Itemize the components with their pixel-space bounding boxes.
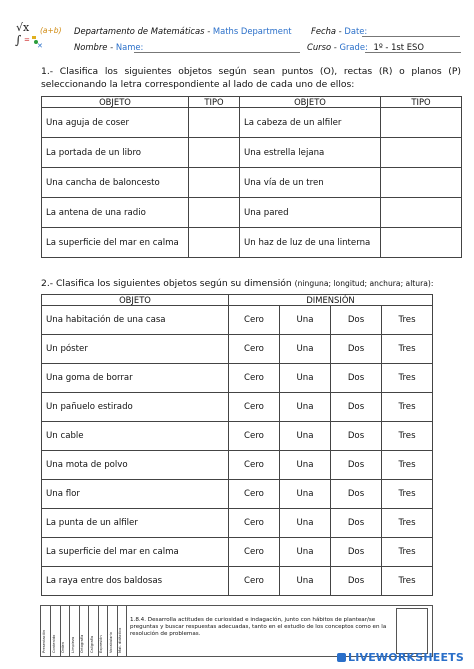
dimension-option-una[interactable]: Una: [280, 509, 331, 538]
dimension-option-tres[interactable]: Tres: [382, 364, 433, 393]
object-cell: La superficie del mar en calma: [42, 228, 189, 258]
dimension-option-tres[interactable]: Tres: [382, 393, 433, 422]
criteria-label: Ortografía: [80, 634, 84, 653]
table-row: [42, 335, 433, 364]
type-answer-cell[interactable]: [189, 138, 240, 168]
table-row: [42, 509, 433, 538]
type-answer-cell[interactable]: [189, 198, 240, 228]
criteria-label: Mat. didáctico: [118, 627, 122, 653]
dimension-option-tres[interactable]: Tres: [382, 567, 433, 596]
table-row: [42, 228, 462, 258]
object-cell: La punta de un alfiler: [42, 509, 229, 538]
criteria-label: Vocabulario: [108, 632, 113, 653]
col-header-tipo-2: TIPO: [381, 97, 462, 108]
date-line: Fecha - Date:: [311, 26, 368, 36]
dimension-option-tres[interactable]: Tres: [382, 306, 433, 335]
svg-text:√x: √x: [16, 21, 30, 34]
dimension-option-cero[interactable]: Cero: [229, 567, 280, 596]
table-row: [42, 198, 462, 228]
col-header-objeto-1: OBJETO: [42, 97, 189, 108]
col-header-objeto: OBJETO: [42, 295, 229, 306]
table-row: [42, 364, 433, 393]
department-label: Departamento de Matemáticas: [74, 26, 205, 36]
object-cell: Una goma de borrar: [42, 364, 229, 393]
object-cell: Una estrella lejana: [240, 138, 381, 168]
criteria-column[interactable]: [79, 606, 89, 656]
dimension-option-cero[interactable]: Cero: [229, 335, 280, 364]
object-cell: Una pared: [240, 198, 381, 228]
table-row: [42, 480, 433, 509]
object-cell: Un haz de luz de una linterna: [240, 228, 381, 258]
question-1-text: 1.- Clasifica los siguientes objetos según sean puntos (O), rectas (R) o planos (P) seleccionando la letra correspondiente al lado de cada uno de ellos:: [41, 66, 461, 90]
dimension-option-cero[interactable]: Cero: [229, 480, 280, 509]
criteria-column[interactable]: [98, 606, 108, 656]
dimension-option-dos[interactable]: Dos: [331, 480, 382, 509]
dimension-option-una[interactable]: Una: [280, 480, 331, 509]
criteria-label: Expresión: [99, 635, 103, 653]
criteria-label: Caligrafía: [89, 635, 94, 653]
grade-value: 1º - 1st ESO: [373, 42, 424, 52]
type-answer-cell[interactable]: [189, 168, 240, 198]
grade-underline: [365, 52, 461, 53]
dimension-option-dos[interactable]: Dos: [331, 364, 382, 393]
dimension-option-una[interactable]: Una: [280, 393, 331, 422]
dimension-option-cero[interactable]: Cero: [229, 509, 280, 538]
dimension-option-dos[interactable]: Dos: [331, 567, 382, 596]
dimension-option-dos[interactable]: Dos: [331, 422, 382, 451]
criteria-column[interactable]: [41, 606, 51, 656]
table-header-row: [42, 97, 462, 108]
criteria-label: Presentación: [42, 629, 46, 653]
grade-label-en: Grade:: [339, 42, 368, 52]
object-cell: Una cancha de baloncesto: [42, 168, 189, 198]
object-cell: Una flor: [42, 480, 229, 509]
question-1-table: [41, 96, 462, 258]
criteria-column[interactable]: [51, 606, 61, 656]
dimension-option-dos[interactable]: Dos: [331, 393, 382, 422]
dimension-option-tres[interactable]: Tres: [382, 538, 433, 567]
col-header-dimension: DIMENSIÓN: [229, 295, 433, 306]
name-label: Nombre: [74, 42, 108, 52]
object-cell: Una mota de polvo: [42, 451, 229, 480]
table-row: [42, 538, 433, 567]
dimension-option-cero[interactable]: Cero: [229, 422, 280, 451]
grade-line: Curso - Grade: 1º - 1st ESO: [307, 42, 424, 52]
table-row: [42, 168, 462, 198]
department-label-en: Maths Department: [212, 26, 292, 36]
criteria-column[interactable]: [60, 606, 70, 656]
dimension-option-cero[interactable]: Cero: [229, 538, 280, 567]
object-cell: Una vía de un tren: [240, 168, 381, 198]
object-cell: La antena de una radio: [42, 198, 189, 228]
table-row: [42, 451, 433, 480]
dimension-option-dos[interactable]: Dos: [331, 451, 382, 480]
type-answer-cell[interactable]: [381, 198, 462, 228]
object-cell: La superficie del mar en calma: [42, 538, 229, 567]
type-answer-cell[interactable]: [381, 228, 462, 258]
signature-box: [396, 608, 428, 654]
type-answer-cell[interactable]: [189, 108, 240, 138]
criteria-label: Contenido: [51, 634, 56, 653]
dimension-option-dos[interactable]: Dos: [331, 306, 382, 335]
dimension-option-dos[interactable]: Dos: [331, 509, 382, 538]
date-label: Fecha: [311, 26, 337, 36]
grade-label: Curso: [307, 42, 332, 52]
dimension-option-una[interactable]: Una: [280, 451, 331, 480]
liveworksheets-logo-icon: [337, 653, 346, 662]
col-header-tipo-1: TIPO: [189, 97, 240, 108]
type-answer-cell[interactable]: [381, 108, 462, 138]
assessment-criterion: 1.8.4. Desarrolla actitudes de curiosidad e indagación, junto con hábitos de plantear/se preguntas y buscar respuestas adecuadas, tanto en el estudio de los conceptos como en la resolución de problemas.: [130, 617, 387, 637]
criteria-column[interactable]: [117, 606, 127, 656]
svg-text:∫: ∫: [15, 33, 22, 47]
dimension-option-tres[interactable]: Tres: [382, 480, 433, 509]
object-cell: La raya entre dos baldosas: [42, 567, 229, 596]
dimension-option-cero[interactable]: Cero: [229, 451, 280, 480]
dimension-option-dos[interactable]: Dos: [331, 335, 382, 364]
criteria-label: Limpieza: [70, 636, 75, 653]
type-answer-cell[interactable]: [381, 138, 462, 168]
dimension-option-una[interactable]: Una: [280, 422, 331, 451]
question-2-main: 2.- Clasifica los siguientes objetos según su dimensión: [41, 278, 292, 289]
criteria-column[interactable]: [70, 606, 80, 656]
table-row: [42, 306, 433, 335]
dimension-option-tres[interactable]: Tres: [382, 451, 433, 480]
logo-formula: (a+b): [40, 26, 62, 35]
dimension-option-una[interactable]: Una: [280, 306, 331, 335]
col-header-objeto-2: OBJETO: [240, 97, 381, 108]
dimension-option-cero[interactable]: Cero: [229, 364, 280, 393]
object-cell: Una aguja de coser: [42, 108, 189, 138]
dimension-option-una[interactable]: Una: [280, 538, 331, 567]
liveworksheets-watermark: [337, 651, 464, 664]
dimension-option-tres[interactable]: Tres: [382, 422, 433, 451]
department-line: Departamento de Matemáticas - Maths Department: [74, 26, 292, 36]
date-label-en: Date:: [344, 26, 368, 36]
object-cell: Un cable: [42, 422, 229, 451]
dimension-option-cero[interactable]: Cero: [229, 306, 280, 335]
criteria-label: Orden: [61, 641, 65, 653]
table-row: [42, 138, 462, 168]
math-logo: [14, 20, 44, 50]
svg-text:✕: ✕: [37, 42, 43, 50]
dimension-option-una[interactable]: Una: [280, 567, 331, 596]
table-header-row: [42, 295, 433, 306]
dimension-option-una[interactable]: Una: [280, 335, 331, 364]
criteria-column[interactable]: [108, 606, 118, 656]
table-row: [42, 567, 433, 596]
object-cell: Un póster: [42, 335, 229, 364]
dimension-option-tres[interactable]: Tres: [382, 509, 433, 538]
question-2-table: [41, 294, 433, 596]
name-line: Nombre - Name:: [74, 42, 144, 52]
table-row: [42, 393, 433, 422]
dimension-option-dos[interactable]: Dos: [331, 538, 382, 567]
name-field[interactable]: [134, 52, 300, 53]
object-cell: Un pañuelo estirado: [42, 393, 229, 422]
type-answer-cell[interactable]: [189, 228, 240, 258]
table-row: [42, 108, 462, 138]
svg-text:=: =: [24, 36, 30, 44]
name-label-en: Name:: [115, 42, 144, 52]
object-cell: La portada de un libro: [42, 138, 189, 168]
object-cell: Una habitación de una casa: [42, 306, 229, 335]
criteria-column[interactable]: [89, 606, 99, 656]
question-2-hint: (ninguna; longitud; anchura; altura):: [294, 279, 434, 288]
date-field[interactable]: [362, 36, 460, 37]
type-answer-cell[interactable]: [381, 168, 462, 198]
object-cell: La cabeza de un alfiler: [240, 108, 381, 138]
dimension-option-una[interactable]: Una: [280, 364, 331, 393]
table-row: [42, 422, 433, 451]
dimension-option-tres[interactable]: Tres: [382, 335, 433, 364]
question-2-text: [41, 277, 466, 290]
watermark-text: LIVEWORKSHEETS: [348, 651, 464, 664]
dimension-option-cero[interactable]: Cero: [229, 393, 280, 422]
